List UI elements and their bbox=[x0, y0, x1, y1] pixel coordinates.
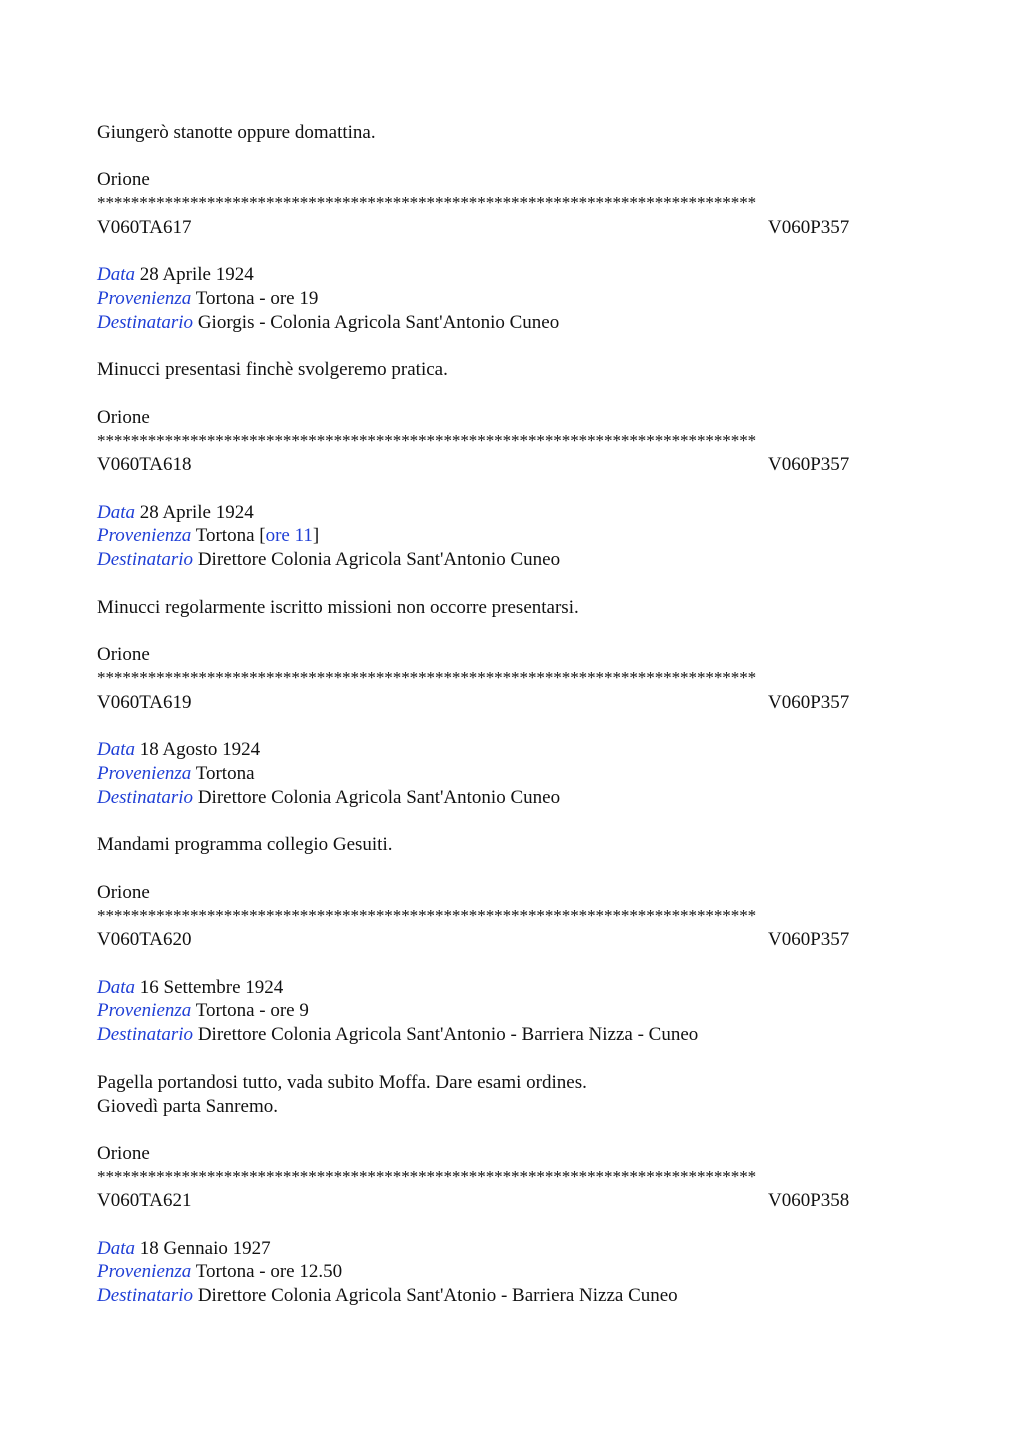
provenienza-value-pre: Tortona [ bbox=[195, 525, 266, 546]
record-page-ref: V060P357 bbox=[768, 929, 850, 950]
signature: Orione bbox=[97, 882, 150, 903]
separator: ****************************************************************************** bbox=[97, 909, 757, 923]
signature: Orione bbox=[97, 1143, 150, 1164]
provenienza-label: Provenienza bbox=[97, 288, 192, 309]
record-code: V060TA618 bbox=[97, 454, 192, 475]
signature: Orione bbox=[97, 644, 150, 665]
destinatario-label: Destinatario bbox=[97, 1024, 194, 1045]
record-code: V060TA619 bbox=[97, 692, 192, 713]
record-provenienza-line bbox=[97, 763, 255, 785]
destinatario-label: Destinatario bbox=[97, 312, 194, 333]
data-label: Data bbox=[97, 739, 135, 760]
signature: Orione bbox=[97, 169, 150, 190]
record-code: V060TA620 bbox=[97, 929, 192, 950]
record-page-ref: V060P358 bbox=[768, 1190, 850, 1211]
record-body: Mandami programma collegio Gesuiti. bbox=[97, 834, 393, 855]
record-body: Pagella portandosi tutto, vada subito Moffa. Dare esami ordines. bbox=[97, 1072, 587, 1093]
record-body: Minucci regolarmente iscritto missioni non occorre presentarsi. bbox=[97, 597, 579, 618]
record-data-line bbox=[97, 739, 260, 761]
separator: ****************************************************************************** bbox=[97, 434, 757, 448]
destinatario-label: Destinatario bbox=[97, 1285, 194, 1306]
record-code: V060TA621 bbox=[97, 1190, 192, 1211]
data-value: 18 Agosto 1924 bbox=[139, 739, 261, 760]
data-value: 28 Aprile 1924 bbox=[139, 502, 254, 523]
provenienza-label: Provenienza bbox=[97, 763, 192, 784]
record-code: V060TA617 bbox=[97, 217, 192, 238]
data-value: 28 Aprile 1924 bbox=[139, 264, 254, 285]
provenienza-value-post: ] bbox=[312, 525, 320, 546]
data-label: Data bbox=[97, 502, 135, 523]
record-page-ref: V060P357 bbox=[768, 454, 850, 475]
separator: ****************************************************************************** bbox=[97, 196, 757, 210]
provenienza-label: Provenienza bbox=[97, 525, 192, 546]
record-data-line bbox=[97, 264, 254, 286]
record-data-line bbox=[97, 502, 254, 524]
provenienza-value: Tortona - ore 12.50 bbox=[195, 1261, 343, 1282]
record-destinatario-line bbox=[97, 787, 560, 809]
record-provenienza-line bbox=[97, 1000, 309, 1022]
data-label: Data bbox=[97, 264, 135, 285]
intro-text: Giungerò stanotte oppure domattina. bbox=[97, 122, 376, 143]
provenienza-time-link[interactable]: ore 11 bbox=[265, 525, 313, 546]
data-label: Data bbox=[97, 977, 135, 998]
record-data-line bbox=[97, 1238, 271, 1260]
data-value: 18 Gennaio 1927 bbox=[139, 1238, 271, 1259]
data-value: 16 Settembre 1924 bbox=[139, 977, 284, 998]
separator: ****************************************************************************** bbox=[97, 1170, 757, 1184]
separator: ****************************************************************************** bbox=[97, 671, 757, 685]
provenienza-value: Tortona - ore 19 bbox=[195, 288, 319, 309]
destinatario-label: Destinatario bbox=[97, 787, 194, 808]
provenienza-value: Tortona bbox=[195, 763, 255, 784]
record-destinatario-line bbox=[97, 1285, 678, 1307]
destinatario-value: Direttore Colonia Agricola Sant'Antonio Cuneo bbox=[197, 787, 561, 808]
data-label: Data bbox=[97, 1238, 135, 1259]
destinatario-value: Direttore Colonia Agricola Sant'Antonio - Barriera Nizza - Cuneo bbox=[197, 1024, 699, 1045]
destinatario-label: Destinatario bbox=[97, 549, 194, 570]
record-provenienza-line bbox=[97, 288, 318, 310]
signature: Orione bbox=[97, 407, 150, 428]
record-destinatario-line bbox=[97, 312, 559, 334]
record-destinatario-line bbox=[97, 549, 560, 571]
record-body: Minucci presentasi finchè svolgeremo pratica. bbox=[97, 359, 448, 380]
destinatario-value: Direttore Colonia Agricola Sant'Atonio - Barriera Nizza Cuneo bbox=[197, 1285, 678, 1306]
record-destinatario-line bbox=[97, 1024, 698, 1046]
record-page-ref: V060P357 bbox=[768, 692, 850, 713]
provenienza-label: Provenienza bbox=[97, 1000, 192, 1021]
destinatario-value: Direttore Colonia Agricola Sant'Antonio Cuneo bbox=[197, 549, 561, 570]
provenienza-label: Provenienza bbox=[97, 1261, 192, 1282]
record-data-line bbox=[97, 977, 283, 999]
record-provenienza-line bbox=[97, 1261, 342, 1283]
provenienza-value: Tortona - ore 9 bbox=[195, 1000, 309, 1021]
record-page-ref: V060P357 bbox=[768, 217, 850, 238]
record-provenienza-line bbox=[97, 525, 319, 547]
destinatario-value: Giorgis - Colonia Agricola Sant'Antonio Cuneo bbox=[197, 312, 560, 333]
record-body-continued: Giovedì parta Sanremo. bbox=[97, 1096, 278, 1117]
